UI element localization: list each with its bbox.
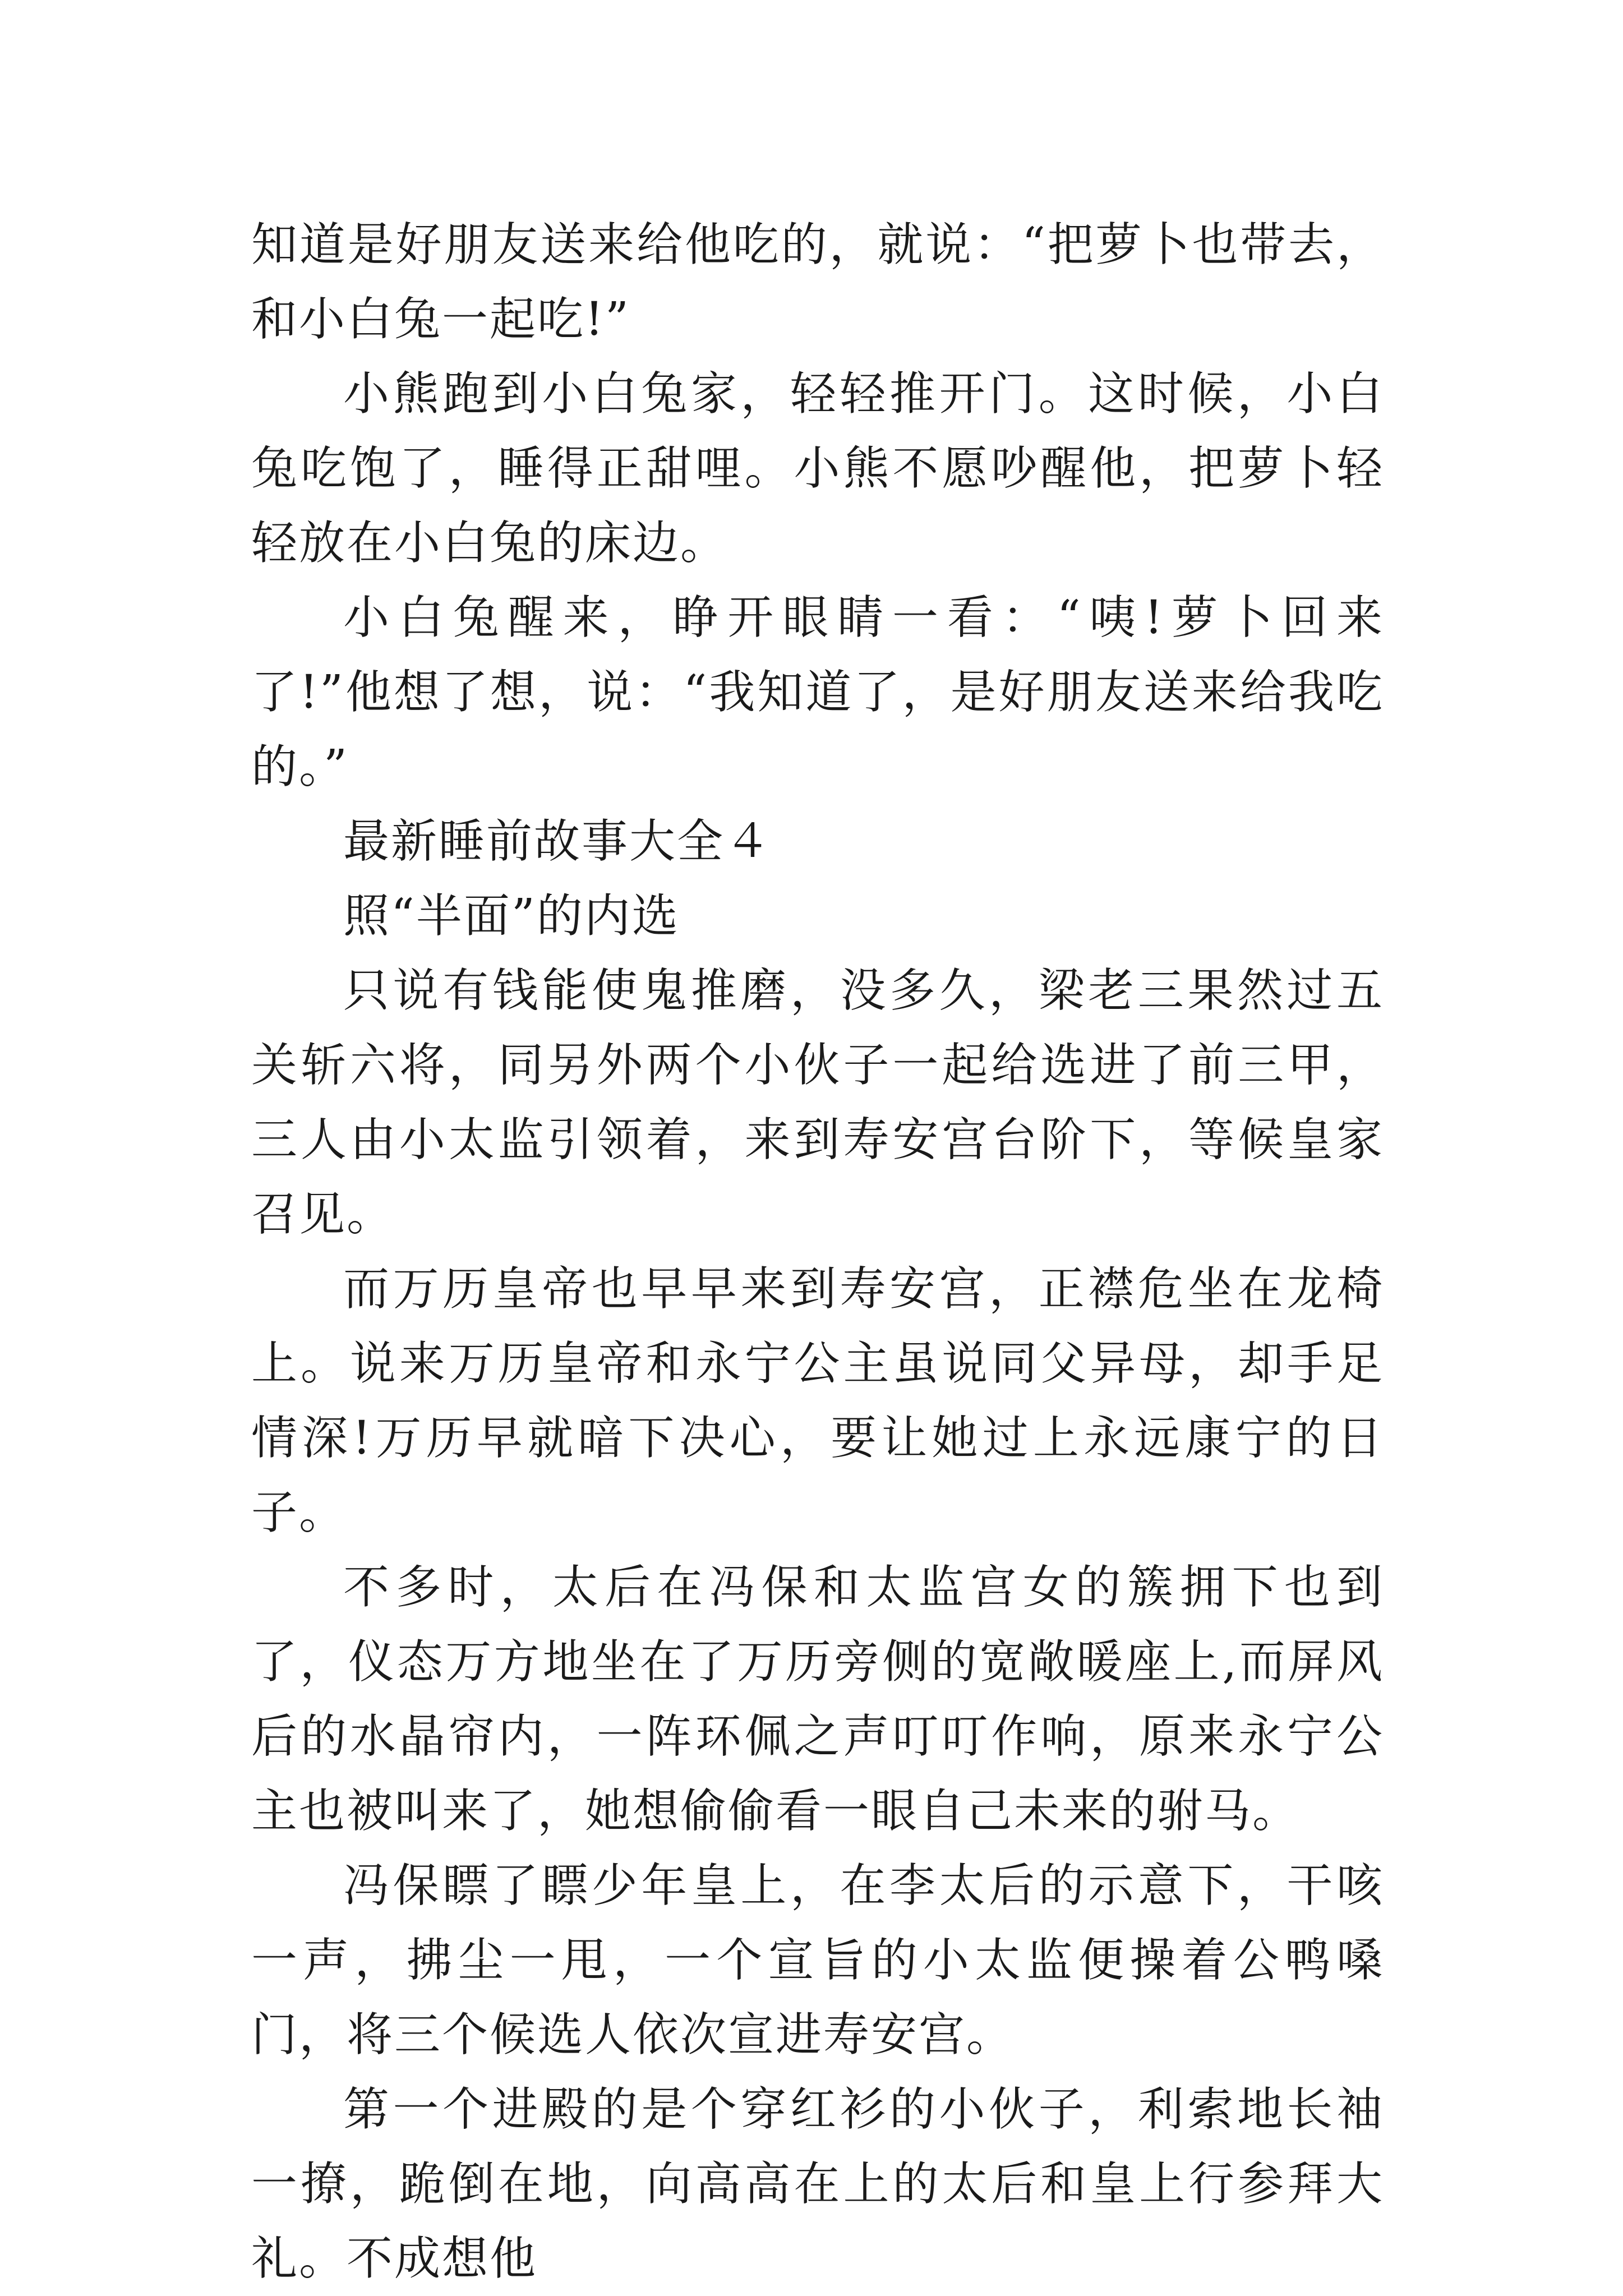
section-heading: 最新睡前故事大全４ [343,815,773,868]
paragraph: 不多时，太后在冯保和太监宫女的簇拥下也到了，仪态万方地坐在了万历旁侧的宽敞暖座上,而屏风后的水晶帘内，一阵环佩之声叮叮作响，原来永宁公主也被叫来了，她想偷偷看一眼自己未来的驸马。 [251,1561,1384,1838]
paragraph: 小白兔醒来，睁开眼睛一看：“咦!萝卜回来了!”他想了想，说：“我知道了，是好朋友送来给我吃的。” [251,591,1384,794]
paragraph: 冯保瞟了瞟少年皇上，在李太后的示意下，干咳一声，拂尘一甩，一个宣旨的小太监便操着公鸭嗓门，将三个候选人依次宣进寿安宫。 [251,1859,1384,2062]
story-title: 照“半面”的内选 [343,889,680,943]
paragraph: 第一个进殿的是个穿红衫的小伙子，利索地长袖一撩，跪倒在地，向高高在上的太后和皇上行参拜大礼。不成想他 [251,2083,1384,2285]
paragraph-continued: 知道是好朋友送来给他吃的，就说：“把萝卜也带去，和小白兔一起吃!” [251,218,1384,346]
paragraph: 只说有钱能使鬼推磨，没多久，梁老三果然过五关斩六将，同另外两个小伙子一起给选进了前三甲，三人由小太监引领着，来到寿安宫台阶下，等候皇家召见。 [251,964,1384,1241]
paragraph: 小熊跑到小白兔家，轻轻推开门。这时候，小白兔吃饱了，睡得正甜哩。小熊不愿吵醒他，把萝卜轻轻放在小白兔的床边。 [251,367,1384,570]
paragraph: 而万历皇帝也早早来到寿安宫，正襟危坐在龙椅上。说来万历皇帝和永宁公主虽说同父异母，却手足情深!万历早就暗下决心，要让她过上永远康宁的日子。 [251,1262,1384,1539]
document-body [251,208,1384,2296]
